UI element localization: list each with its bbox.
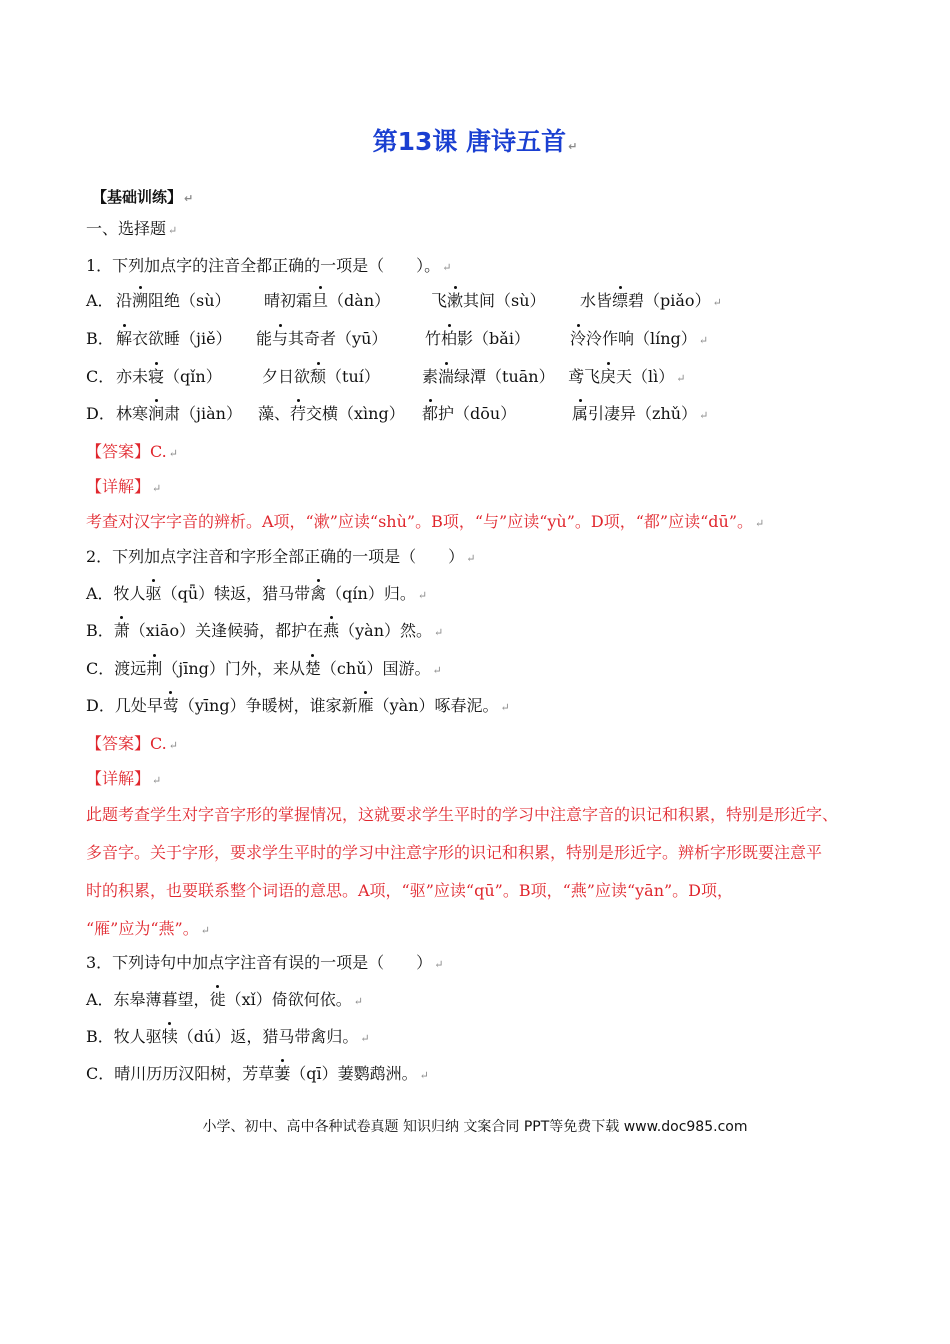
page-footer: 小学、初中、高中各种试卷真题 知识归纳 文案合同 PPT等免费下载 www.doc985.com: [202, 1119, 748, 1135]
page-title: 第13课 唐诗五首 ↵: [372, 127, 578, 156]
q2-detail-line-2: 多音字。关于字形，要求学生平时的学习中注意字形的识记和积累，特别是形近字。辨析字形既要注意平: [86, 843, 823, 862]
q2-option-d: D．几处早莺（yīng）争暖树，谁家新雁（yàn）啄春泥。 ↵: [86, 696, 510, 715]
q1-option-b: B． 解衣欲睡（jiě） 能与其奇者（yū） 竹柏影（bǎi） 泠泠作响（líng） ↵: [86, 329, 709, 348]
part-heading-choice: 一、选择题 ↵: [86, 219, 178, 238]
q2-detail: [86, 796, 876, 950]
q2-detail-label: 【详解】 ↵: [86, 769, 162, 788]
q2-answer: 【答案】C. ↵: [86, 734, 178, 753]
q1-answer: 【答案】C. ↵: [86, 442, 178, 461]
q3-option-b: B．牧人驱犊（dú）返，猎马带禽归。 ↵: [86, 1027, 370, 1046]
q3-option-c: C．晴川历历汉阳树，芳草萋（qī）萋鹦鹉洲。 ↵: [86, 1064, 429, 1083]
q1-stem: 1．下列加点字的注音全都正确的一项是（ ）。 ↵: [86, 256, 452, 275]
q2-stem: 2．下列加点字注音和字形全部正确的一项是（ ） ↵: [86, 547, 476, 566]
q2-detail-line-1: 此题考查学生对字音字形的掌握情况，这就要求学生平时的学习中注意字音的识记和积累，特别是形近字、: [86, 805, 839, 824]
q2-detail-line-4: “雁”应为“燕”。 ↵: [86, 919, 210, 938]
q3-option-a: A．东皋薄暮望，徙（xǐ）倚欲何依。 ↵: [86, 990, 363, 1009]
q2-option-a: A．牧人驱（qǖ）犊返，猎马带禽（qín）归。 ↵: [86, 584, 428, 603]
q1-detail-label: 【详解】 ↵: [86, 477, 162, 496]
q2-detail-line-3: 时的积累，也要联系整个词语的意思。A项，“驱”应读“qū”。B项，“燕”应读“yān”。D项，: [86, 881, 734, 900]
q1-option-d: D． 林寒涧肃（jiàn） 藻、荇交横（xìng） 都护（dōu） 属引凄异（zhǔ） ↵: [86, 404, 709, 423]
q3-stem: 3．下列诗句中加点字注音有误的一项是（ ） ↵: [86, 953, 444, 972]
q2-option-b: B．萧（xiāo）关逢候骑，都护在燕（yàn）然。 ↵: [86, 621, 444, 640]
q2-option-c: C．渡远荆（jīng）门外，来从楚（chǔ）国游。 ↵: [86, 659, 442, 678]
q1-option-c: C． 亦未寝（qǐn） 夕日欲颓（tuí） 素湍绿潭（tuān） 鸢飞戾天（lì） ↵: [86, 367, 686, 386]
section-heading-basic: 【基础训练】 ↵: [92, 188, 194, 206]
q1-option-a: A． 沿溯阻绝（sù） 晴初霜旦（dàn） 飞漱其间（sù） 水皆缥碧（piǎo） ↵: [86, 291, 722, 310]
q1-detail: 考查对汉字字音的辨析。A项，“漱”应读“shù”。B项，“与”应读“yù”。D项，“都”应读“dū”。 ↵: [86, 512, 765, 531]
